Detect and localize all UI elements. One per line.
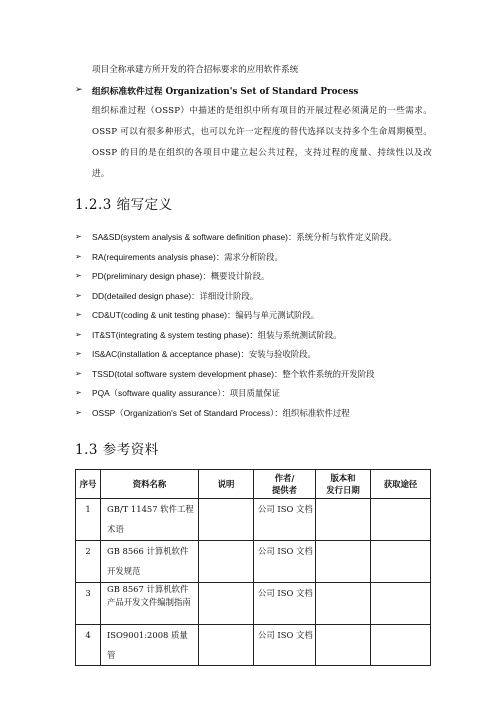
bullet-arrow-icon: ➢: [75, 85, 83, 95]
cell-version: [316, 541, 371, 583]
cell-author: 公司 ISO 文档: [254, 541, 316, 583]
bullet-arrow-icon: ➢: [75, 291, 82, 300]
header-source: 获取途径: [371, 470, 431, 499]
abbreviation-item: [92, 407, 350, 419]
cell-name: GB 8566 计算机软件开发规范: [101, 541, 199, 583]
abbreviation-term: IT&ST(integrating & system testing phase)：: [92, 330, 258, 340]
abbreviation-item: [92, 309, 319, 321]
abbreviation-term: CD&UT(coding & unit testing phase)：: [92, 310, 236, 320]
header-author-line2: 提供者: [271, 485, 298, 495]
bullet-arrow-icon: ➢: [75, 369, 82, 378]
cell-desc: [199, 499, 254, 541]
cell-name: ISO9001:2008 质量管: [101, 625, 199, 666]
header-no: 序号: [76, 470, 101, 499]
cell-no: 1: [76, 499, 101, 541]
abbreviation-item: [92, 348, 316, 360]
abbreviation-item: [92, 368, 375, 380]
cell-desc: [199, 583, 254, 625]
cell-source: [371, 499, 431, 541]
cell-version: [316, 499, 371, 541]
intro-line: 项目全称承建方所开发的符合招标要求的应用软件系统: [92, 65, 299, 75]
abbreviation-item: [92, 387, 280, 399]
abbreviation-term: PD(preliminary design phase)：: [92, 271, 211, 281]
ossp-paragraph: 组织标准过程（OSSP）中描述的是组织中所有项目的开展过程必须满足的一些需求。OSSP 可以有很多种形式，也可以允许一定程度的替代选择以支持多个生命周期模型。OSSP 的目的是在组织的各项目中建立起公共过程，支持过程的度量、持续性以及改进。: [92, 106, 432, 179]
abbreviation-term: IS&AC(installation & acceptance phase)：: [92, 349, 249, 359]
abbreviation-meaning: 需求分析阶段。: [224, 252, 283, 262]
cell-source: [371, 625, 431, 666]
header-author: [254, 470, 316, 499]
header-name: 资料名称: [101, 470, 199, 499]
table-row: [76, 625, 431, 666]
abbreviation-term: SA&SD(system analysis & software definition phase)：: [92, 232, 297, 242]
bullet-arrow-icon: ➢: [75, 252, 82, 261]
abbreviation-term: TSSD(total software system development phase)：: [92, 369, 283, 379]
header-desc: 说明: [199, 470, 254, 499]
cell-desc: [199, 625, 254, 666]
abbreviation-term: RA(requirements analysis phase)：: [92, 252, 225, 262]
cell-no: 4: [76, 625, 101, 666]
heading-references: 1.3 参考资料: [75, 442, 159, 458]
abbreviation-term: PQA（software quality assurance）：: [92, 388, 230, 398]
abbreviation-meaning: 整个软件系统的开发阶段: [282, 369, 375, 379]
abbreviation-item: [92, 231, 397, 243]
cell-author: 公司 ISO 文档: [254, 583, 316, 625]
bullet-arrow-icon: ➢: [75, 349, 82, 358]
cell-version: [316, 625, 371, 666]
cell-desc: [199, 541, 254, 583]
abbreviation-item: [92, 290, 258, 302]
abbreviation-meaning: 概要设计阶段。: [210, 271, 270, 281]
abbreviation-meaning: 详细设计阶段。: [199, 291, 259, 301]
bullet-arrow-icon: ➢: [75, 388, 82, 397]
bullet-arrow-icon: ➢: [75, 310, 82, 319]
ossp-section-title: 组织标准软件过程 Organization's Set of Standard Process: [92, 87, 359, 97]
table-row: [76, 499, 431, 541]
abbreviation-item: [92, 329, 341, 341]
cell-source: [371, 541, 431, 583]
table-row: [76, 541, 431, 583]
abbreviation-term: DD(detailed design phase)：: [92, 291, 200, 301]
references-table: [75, 469, 431, 666]
abbreviation-term: OSSP（Organization's Set of Standard Process）：: [92, 408, 283, 418]
header-author-line1: 作者/: [274, 473, 295, 483]
bullet-arrow-icon: ➢: [75, 408, 82, 417]
bullet-arrow-icon: ➢: [75, 271, 82, 280]
header-version-line1: 版本和: [330, 473, 356, 483]
cell-name: GB/T 11457 软件工程术语: [101, 499, 199, 541]
cell-author: 公司 ISO 文档: [254, 625, 316, 666]
cell-version: [316, 583, 371, 625]
cell-no: 2: [76, 541, 101, 583]
header-version-line2: 发行日期: [326, 485, 360, 495]
abbreviation-meaning: 编码与单元测试阶段。: [235, 310, 320, 320]
abbreviation-meaning: 项目质量保证: [229, 388, 281, 398]
abbreviation-meaning: 组装与系统测试阶段。: [257, 330, 342, 340]
cell-no: 3: [76, 583, 101, 625]
abbreviation-meaning: 组织标准软件过程: [282, 408, 350, 418]
cell-source: [371, 583, 431, 625]
bullet-arrow-icon: ➢: [75, 232, 82, 241]
table-row: [76, 583, 431, 625]
table-header-row: [76, 470, 431, 499]
cell-name: GB 8567 计算机软件产品开发文件编制指南: [101, 583, 199, 625]
abbreviation-meaning: 安装与验收阶段。: [248, 349, 316, 359]
cell-author: 公司 ISO 文档: [254, 499, 316, 541]
abbreviation-meaning: 系统分析与软件定义阶段。: [296, 232, 397, 242]
bullet-arrow-icon: ➢: [75, 330, 82, 339]
header-version: [316, 470, 371, 499]
abbreviation-item: [92, 251, 283, 263]
heading-abbreviations: 1.2.3 缩写定义: [75, 197, 173, 213]
abbreviation-item: [92, 270, 269, 282]
